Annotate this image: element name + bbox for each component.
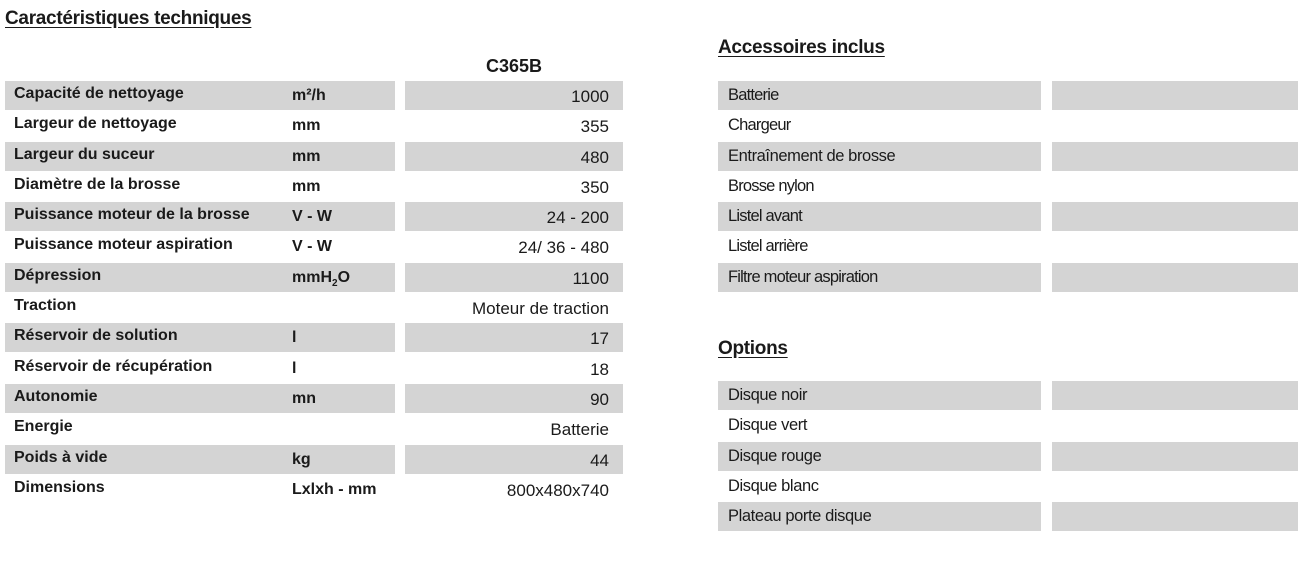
spec-value: 18 [590,359,609,379]
spec-unit: V - W [292,238,332,256]
spec-unit: l [292,329,297,347]
spec-unit: mn [292,389,316,407]
option-label: Disque rouge [728,446,822,465]
spec-unit: kg [292,450,311,468]
spec-label: Dépression [14,266,102,284]
list-item [718,232,1298,262]
spec-label: Capacité de nettoyage [14,85,184,102]
spec-value: Moteur de traction [471,299,609,319]
table-row [5,202,623,232]
table-row [5,414,623,444]
option-label: Plateau porte disque [728,507,872,526]
list-item [718,202,1298,232]
spec-label: Puissance moteur aspiration [14,236,233,254]
accessory-label: Filtre moteur aspiration [728,267,878,286]
specs-table [5,81,623,505]
accessory-label: Listel avant [728,207,802,226]
spec-value: 17 [590,329,609,349]
options-heading: Options [718,338,788,359]
spec-value: 24/ 36 - 480 [518,238,609,258]
spec-unit: l [292,359,297,377]
spec-label: Energie [14,418,73,436]
spec-value: 24 - 200 [546,208,609,228]
options-table [718,381,1298,532]
spec-value: 800x480x740 [506,480,609,500]
spec-value: 1000 [571,87,609,106]
spec-value: 90 [590,389,609,409]
list-item [718,472,1298,502]
list-item [718,263,1298,293]
spec-label: Puissance moteur de la brosse [14,206,250,224]
table-row [5,354,623,384]
table-row [5,263,623,293]
spec-value: Batterie [550,420,609,440]
spec-value: 355 [580,117,609,137]
list-item [718,81,1298,111]
specs-heading: Caractéristiques techniques [5,8,252,29]
spec-unit: Lxlxh - mm [292,480,377,498]
spec-label: Diamètre de la brosse [14,175,181,193]
spec-label: Largeur de nettoyage [14,115,177,133]
list-item [718,411,1298,441]
accessories-heading: Accessoires inclus [718,37,885,58]
spec-unit: mm [292,147,321,165]
spec-value: 350 [580,177,609,197]
option-label: Disque vert [728,416,808,435]
spec-value: 480 [580,147,609,167]
table-row [5,232,623,262]
spec-value: 1100 [572,268,609,288]
accessory-label: Chargeur [728,116,791,135]
list-item [718,502,1298,532]
spec-label: Traction [14,297,77,315]
accessory-label: Batterie [728,86,779,104]
accessory-label: Entraînement de brosse [728,146,896,165]
spec-unit: mm [292,177,321,195]
accessories-table [718,81,1298,293]
spec-label: Réservoir de récupération [14,357,213,375]
table-row [5,142,623,172]
option-label: Disque noir [728,386,808,404]
table-row [5,81,623,111]
table-row [5,111,623,141]
spec-label: Dimensions [14,478,105,496]
table-row [5,172,623,202]
spec-unit: mm [292,117,321,135]
spec-label: Largeur du suceur [14,145,155,163]
option-label: Disque blanc [728,476,819,495]
table-row [5,293,623,323]
model-header: C365B [485,56,543,76]
list-item [718,142,1298,172]
table-row [5,384,623,414]
accessory-label: Listel arrière [728,237,808,256]
spec-unit: mmH$_2$O [292,268,351,289]
list-item [718,381,1298,411]
list-item [718,442,1298,472]
table-row [5,475,623,505]
table-row [5,323,623,353]
spec-label: Réservoir de solution [14,327,178,345]
spec-label: Poids à vide [14,448,108,466]
spec-unit: m²/h [292,87,326,104]
spec-value: 44 [590,450,609,470]
list-item [718,172,1298,202]
list-item [718,111,1298,141]
spec-unit: V - W [292,208,332,226]
table-row [5,445,623,475]
accessory-label: Brosse nylon [728,176,814,195]
spec-label: Autonomie [14,387,98,405]
